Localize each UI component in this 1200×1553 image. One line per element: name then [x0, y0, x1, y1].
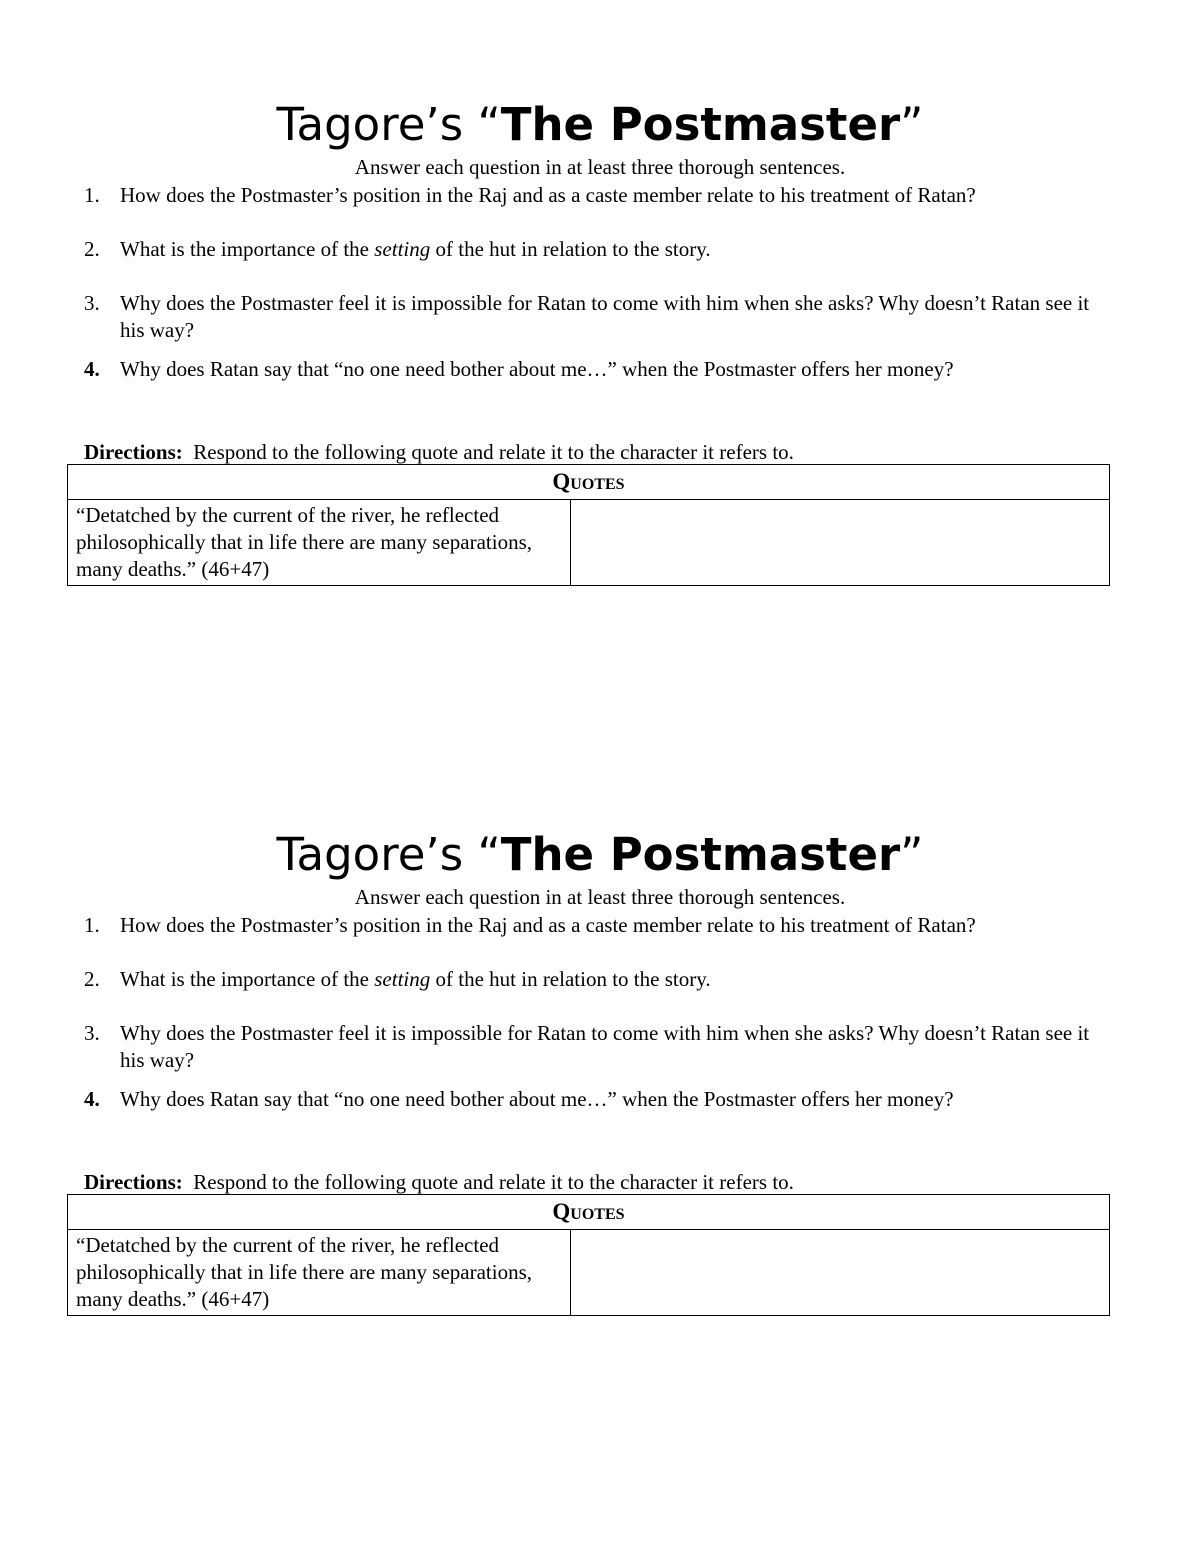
title-main: The Postmaster [500, 828, 901, 881]
question-text: Why does Ratan say that “no one need bother about me…” when the Postmaster offers her money? [120, 357, 954, 381]
response-cell[interactable] [571, 1230, 1110, 1316]
title-suffix: ” [900, 828, 924, 881]
question-text [120, 966, 1110, 993]
question-text-part: of the hut in relation to the story. [430, 967, 711, 991]
question-text [120, 236, 1110, 263]
question-text-emphasis: setting [374, 967, 431, 991]
directions [84, 439, 794, 465]
question-text: How does the Postmaster’s position in the Raj and as a caste member relate to his treatment of Ratan? [120, 183, 976, 207]
quote-cell: “Detatched by the current of the river, he reflected philosophically that in life there are many separations, many deaths.” (46+47) [68, 1230, 571, 1316]
title-main: The Postmaster [500, 98, 901, 151]
question-text-part: of the hut in relation to the story. [430, 237, 711, 261]
instructions: Answer each question in at least three thorough sentences. [354, 885, 846, 909]
title-suffix: ” [900, 98, 924, 151]
response-cell[interactable] [571, 500, 1110, 586]
question-text: How does the Postmaster’s position in the Raj and as a caste member relate to his treatment of Ratan? [120, 913, 976, 937]
question-text-part: What is the importance of the [120, 967, 375, 991]
worksheet-title [0, 96, 1200, 154]
directions [84, 1169, 794, 1195]
question-number: 1. [84, 183, 100, 207]
question-text-part: What is the importance of the [120, 237, 375, 261]
question-number: 3. [84, 291, 100, 315]
question-text: Why does the Postmaster feel it is impossible for Ratan to come with him when she asks? Why doesn’t Ratan see it his way? [120, 1021, 1090, 1072]
question-number: 1. [84, 913, 100, 937]
question-number: 4. [84, 357, 100, 381]
question-text: Why does Ratan say that “no one need bother about me…” when the Postmaster offers her money? [120, 1087, 954, 1111]
question-number: 2. [84, 237, 100, 261]
worksheet [0, 96, 1200, 581]
instructions: Answer each question in at least three thorough sentences. [354, 155, 846, 179]
title-prefix: Tagore’s “ [276, 98, 501, 151]
title-prefix: Tagore’s “ [276, 828, 501, 881]
question-text: Why does the Postmaster feel it is impossible for Ratan to come with him when she asks? Why doesn’t Ratan see it his way? [120, 291, 1090, 342]
question-text-emphasis: setting [374, 237, 431, 261]
question-number: 2. [84, 967, 100, 991]
quotes-table [67, 464, 1110, 586]
quotes-header: Quotes [68, 1195, 1110, 1230]
worksheet-title [0, 826, 1200, 884]
directions-text: Respond to the following quote and relate it to the character it refers to. [182, 1170, 794, 1194]
directions-text: Respond to the following quote and relate it to the character it refers to. [182, 440, 794, 464]
directions-label: Directions: [84, 440, 183, 464]
question-number: 4. [84, 1087, 100, 1111]
question-number: 3. [84, 1021, 100, 1045]
directions-label: Directions: [84, 1170, 183, 1194]
quote-cell: “Detatched by the current of the river, he reflected philosophically that in life there are many separations, many deaths.” (46+47) [68, 500, 571, 586]
quotes-table [67, 1194, 1110, 1316]
worksheet [0, 826, 1200, 1311]
quotes-header: Quotes [68, 465, 1110, 500]
